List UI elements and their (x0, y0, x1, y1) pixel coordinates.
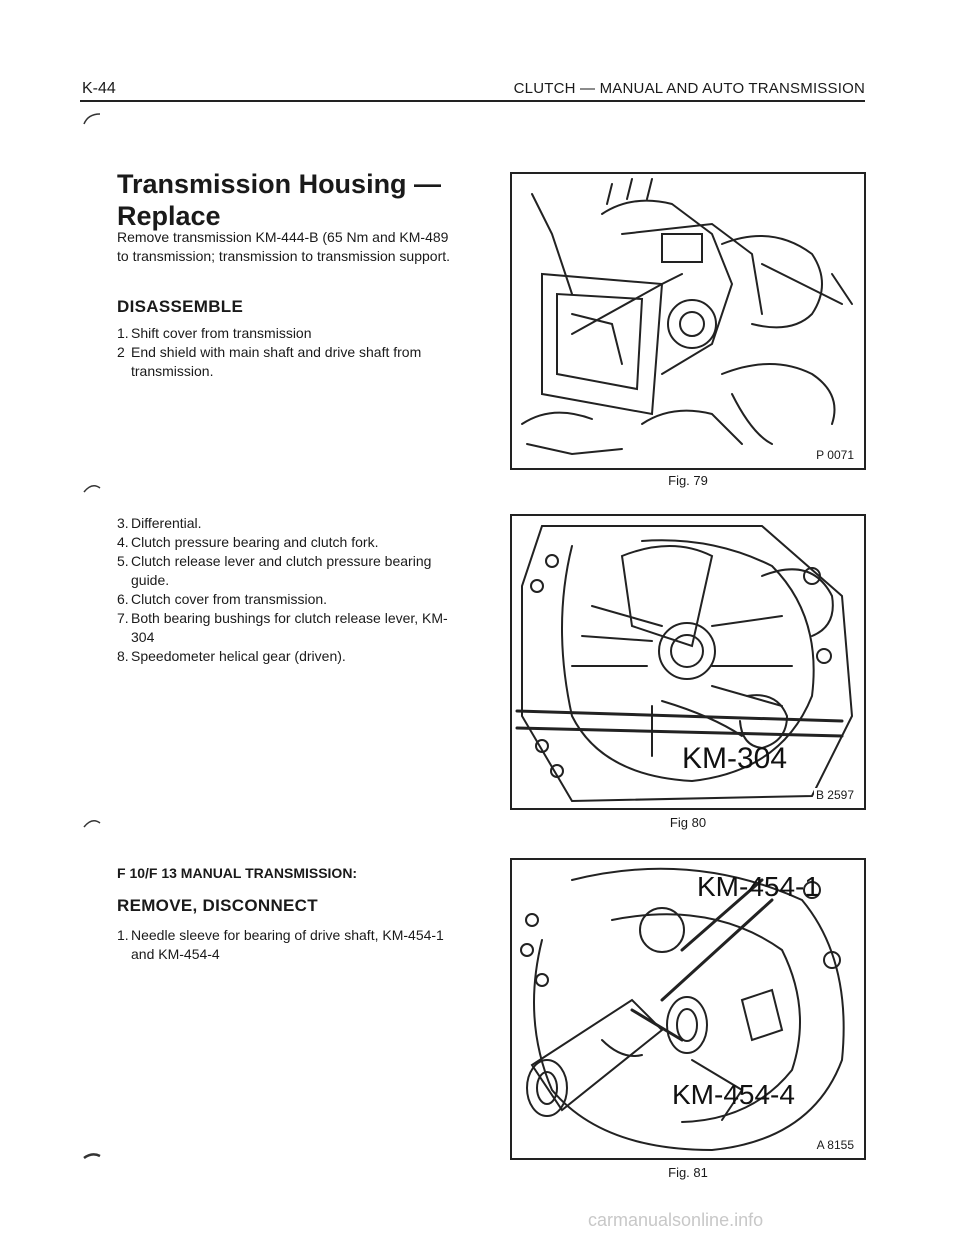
figure-81 (510, 858, 866, 1160)
remove-disconnect-heading: REMOVE, DISCONNECT (117, 896, 318, 915)
tool-label-km304: KM-304 (682, 742, 788, 775)
margin-mark (82, 1148, 102, 1162)
disassemble-heading: DISASSEMBLE (117, 297, 244, 316)
f10-f13-heading: F 10/F 13 MANUAL TRANSMISSION: (117, 865, 358, 881)
list-item: 8. Speedometer helical gear (driven). (117, 648, 346, 664)
figure-code: P 0071 (816, 448, 854, 462)
figure-79 (510, 172, 866, 470)
clutch-housing-illustration (512, 516, 864, 808)
figure-caption: Fig. 81 (668, 1165, 708, 1180)
list-item: 3. Differential. (117, 515, 202, 531)
disassemble-steps-a (117, 324, 457, 381)
margin-mark (82, 480, 102, 494)
section-title: CLUTCH — MANUAL AND AUTO TRANSMISSION (513, 80, 865, 97)
tool-label-km454-1: KM-454-1 (697, 871, 820, 902)
list-item: 6. Clutch cover from transmission. (117, 591, 328, 607)
figure-caption: Fig. 79 (668, 473, 708, 488)
figure-caption: Fig 80 (669, 815, 707, 830)
figure-code: B 2597 (815, 788, 854, 802)
page-number: K-44 (82, 80, 116, 97)
needle-sleeve-illustration (512, 860, 864, 1158)
list-item: 4. Clutch pressure bearing and clutch fork. (117, 534, 379, 550)
list-item: 1. Shift cover from transmission (117, 325, 312, 341)
watermark: carmanualsonline.info (588, 1210, 764, 1230)
remove-steps (117, 926, 462, 964)
intro-paragraph: Remove transmission KM-444-B (65 Nm and KM-489 to transmission; transmission to transmission support. (117, 229, 451, 264)
margin-mark (82, 112, 102, 126)
list-item: 1. Needle sleeve for bearing of drive shaft, KM-454-1 and KM-454-4 (117, 927, 444, 962)
figure-code: A 8155 (816, 1138, 854, 1152)
header-rule (80, 100, 865, 102)
disassemble-steps-b (117, 514, 462, 666)
tool-label-km454-4: KM-454-4 (672, 1079, 795, 1110)
list-item: 7. Both bearing bushings for clutch release lever, KM-304 (117, 610, 448, 645)
list-item: 2 End shield with main shaft and drive shaft from transmission. (117, 344, 422, 379)
margin-mark (82, 815, 102, 829)
figure-80 (510, 514, 866, 810)
page-title: Transmission Housing — Replace (117, 169, 442, 231)
list-item: 5. Clutch release lever and clutch pressure bearing guide. (117, 553, 432, 588)
transmission-illustration (512, 174, 864, 468)
